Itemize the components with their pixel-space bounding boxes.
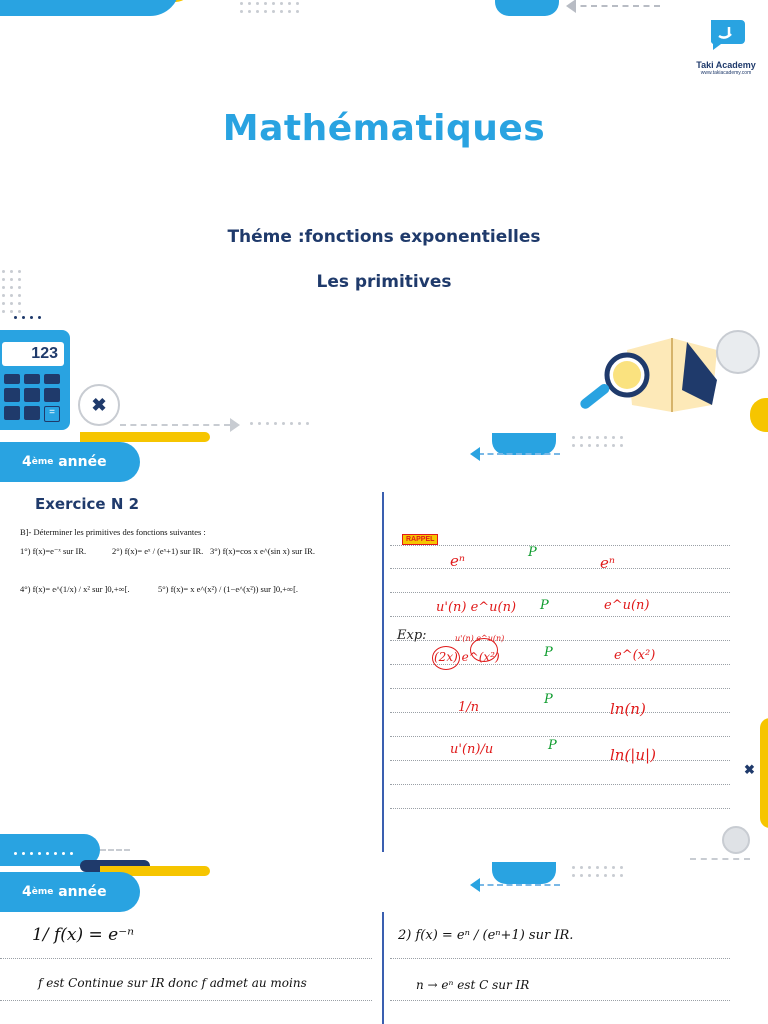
bottom-line-2: f est Continue sur IR donc f admet au moins [38,976,307,990]
rappel-left-2: u'(n) e^u(n) [436,600,517,615]
bottom-right-dashed-2 [690,858,750,860]
ruled-line [390,760,730,761]
rappel-left-5: u'(n)/u [450,742,494,757]
left-dots-navy [14,316,41,319]
circle-decoration [722,826,750,854]
exercise-item-5: 5°) f(x)= x e^(x²) / (1−e^(x²)) sur ]0,+∞[. [158,584,299,594]
ruled-line [390,712,730,713]
rappel-arrow-1: P [528,545,537,560]
year-badge [0,442,140,482]
exercise-item-1: 1°) f(x)=e⁻ˣ sur IR. [20,546,87,556]
brand-url: www.takiacademy.com [700,70,752,76]
close-icon: ✖ [744,762,755,777]
bottom-ruled-line [390,958,730,959]
circle-mark [470,638,498,662]
right-yellow-shape [750,398,768,432]
mid-right-arrow-head [470,447,480,461]
top-blue-pill [495,0,559,16]
bottom-line-1: 1/ f(x) = e⁻ⁿ [32,925,135,945]
bottom-right-dashed [478,884,560,886]
ruled-line [390,736,730,737]
subtheme-title: Les primitives [316,272,452,292]
bottom-dashed [100,849,130,851]
rappel-left-4: 1/n [458,700,480,715]
mid-dots [250,422,309,425]
ruled-line [390,688,730,689]
bottom-dots [14,852,73,855]
rappel-badge: RAPPEL [402,534,438,545]
bottom-right-1: 2) f(x) = eⁿ / (eⁿ+1) sur IR. [398,928,574,943]
ruled-line [390,808,730,809]
brand-name: Taki Academy [696,60,756,70]
mid-right-dashed [478,453,560,455]
rappel-arrow-2: P [540,598,549,613]
yellow-bar [80,432,210,442]
rappel-right-5: ln(|u|) [610,746,656,764]
exercise-item-2: 2°) f(x)= eˣ / (eˣ+1) sur IR. [112,546,204,556]
mid-arrow-head [230,418,240,432]
bottom-right-dots [572,866,623,877]
sheet-margin-line [382,492,384,852]
exercise-item-3: 3°) f(x)=cos x e^(sin x) sur IR. [210,546,315,556]
rappel-arrow-3: P [544,645,553,660]
calculator-display: 123 [2,342,64,366]
taki-academy-logo [698,16,758,78]
year-word: année [58,884,107,900]
ruled-line [390,592,730,593]
calculator-illustration: 123 = [0,330,70,430]
exercise-title: Exercice N 2 [35,495,140,513]
year-sup: ème [31,887,54,897]
bottom-margin-line [382,912,384,1024]
year-sup: ème [31,457,54,467]
bottom-blue-pill [492,862,556,884]
left-dots [2,270,21,313]
bottom-ruled-line [0,958,372,959]
rappel-right-2: e^u(n) [604,598,650,613]
ruled-line [390,784,730,785]
bottom-ruled-line [0,1000,372,1001]
exp-annotation: u'(n) e^u(n) [455,634,505,643]
year-num: 4 [22,454,32,470]
exercise-instruction: B]- Déterminer les primitives des fonctions suivantes : [20,527,206,537]
year-num: 4 [22,884,32,900]
exp-label: Exp: [397,628,427,643]
mid-right-dots [572,436,623,447]
rappel-right-1: eⁿ [600,554,615,572]
ruled-line [390,568,730,569]
book-illustration [572,330,762,425]
rappel-arrow-4: P [544,692,553,707]
top-blue-shape [0,0,180,16]
rappel-left-3: (2x) e^(x²) [434,650,500,664]
exercise-item-4: 4°) f(x)= e^(1/x) / x² sur ]0,+∞[. [20,584,130,594]
circle-mark [432,646,460,670]
right-yellow-pill [760,718,768,828]
rappel-left-1: eⁿ [450,552,465,570]
top-dashed-arrow [570,5,660,7]
mid-blue-pill [492,433,556,455]
rappel-arrow-5: P [548,738,557,753]
rappel-right-4: ln(n) [610,700,646,718]
bottom-ruled-line [390,1000,730,1001]
year-badge-bottom [0,872,140,912]
bottom-right-2: n → eⁿ est C sur IR [416,978,530,992]
rappel-right-3: e^(x²) [614,648,656,663]
top-arrow-head [566,0,576,13]
bottom-right-arrow-head [470,878,480,892]
top-dots [240,2,299,13]
page-title: Mathématiques [222,108,546,149]
logo-icon [707,16,749,54]
theme-title: Théme :fonctions exponentielles [227,227,541,247]
multiply-icon: ✖ [78,384,120,426]
ruled-line [390,616,730,617]
ruled-line [390,640,730,641]
year-word: année [58,454,107,470]
mid-dashed-arrow [120,424,230,426]
ruled-line [390,545,730,546]
